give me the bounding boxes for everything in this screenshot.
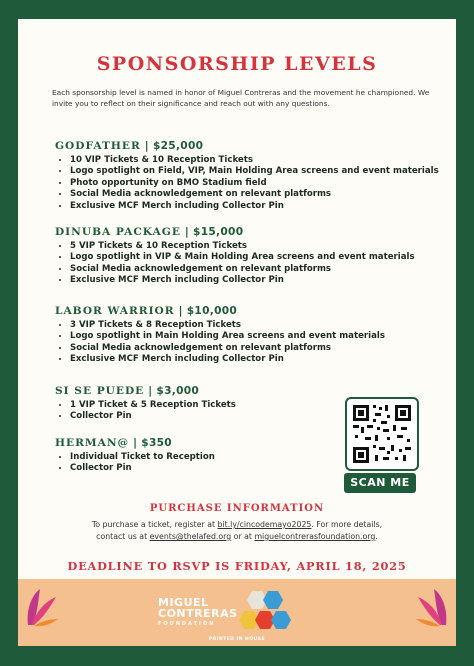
footer-band	[18, 579, 456, 646]
level-name: SI SE PUEDE	[55, 385, 145, 397]
level-price: $350	[141, 437, 172, 449]
level-heading: LABOR WARRIOR | $10,000	[55, 305, 238, 317]
benefit-item: • Exclusive MCF Merch including Collector Pin	[70, 354, 385, 365]
level-heading: DINUBA PACKAGE | $15,000	[55, 226, 244, 238]
qr-code-icon	[347, 399, 417, 469]
intro-paragraph: Each sponsorship level is named in honor of Miguel Contreras and the movement he championed. We invite you to reflect on their significance and reach out with any questions.	[52, 88, 430, 108]
right-floral-icon	[414, 587, 450, 627]
benefit-list	[55, 241, 415, 287]
level-name: DINUBA PACKAGE	[55, 226, 181, 238]
benefit-item: • 10 VIP Tickets & 10 Reception Tickets	[70, 155, 439, 166]
foundation-logo-text	[158, 597, 238, 619]
qr-code[interactable]	[345, 397, 419, 471]
benefit-item: • Social Media acknowledgement on relevant platforms	[70, 189, 439, 200]
benefit-list	[55, 452, 215, 475]
benefit-item: • Photo opportunity on BMO Stadium field	[70, 178, 439, 189]
benefit-item: • Logo spotlight in Main Holding Area screens and event materials	[70, 331, 385, 342]
page-title: SPONSORSHIP LEVELS	[96, 53, 378, 75]
logo-subtitle: FOUNDATION	[158, 621, 216, 627]
level-price: $15,000	[193, 226, 244, 238]
purchase-text-part: or at	[231, 532, 255, 541]
logo-line: MIGUEL	[158, 596, 209, 609]
scan-me-button[interactable]: SCAN ME	[344, 473, 416, 493]
benefit-item: • Exclusive MCF Merch including Collector Pin	[70, 201, 439, 212]
benefit-item: • Logo spotlight on Field, VIP, Main Holding Area screens and event materials	[70, 166, 439, 177]
level-heading: SI SE PUEDE | $3,000	[55, 385, 200, 397]
level-heading: GODFATHER | $25,000	[55, 140, 204, 152]
benefit-list	[55, 320, 385, 366]
level-name: GODFATHER	[55, 140, 141, 152]
purchase-text-part: .	[375, 532, 378, 541]
printed-in-house-label: PRINTED IN HOUSE	[208, 637, 266, 642]
purchase-text-part: To purchase a ticket, register at	[91, 520, 218, 529]
left-floral-icon	[24, 587, 60, 627]
deadline-notice: DEADLINE TO RSVP IS FRIDAY, APRIL 18, 2025	[67, 559, 407, 573]
benefit-item: • Exclusive MCF Merch including Collector Pin	[70, 275, 415, 286]
benefit-item: • 1 VIP Ticket & 5 Reception Tickets	[70, 400, 236, 411]
level-heading: HERMAN@ | $350	[55, 437, 172, 449]
level-name: HERMAN@	[55, 437, 130, 449]
level-godfather	[55, 140, 439, 212]
level-price: $10,000	[186, 305, 238, 317]
level-herman	[55, 437, 215, 475]
level-price: $25,000	[152, 140, 204, 152]
benefit-item: • Logo spotlight in VIP & Main Holding Area screens and event materials	[70, 252, 415, 263]
logo-line: CONTRERAS	[158, 607, 238, 620]
register-link[interactable]: bit.ly/cincodemayo2025	[217, 520, 312, 529]
benefit-item: • 5 VIP Tickets & 10 Reception Tickets	[70, 241, 415, 252]
email-link[interactable]: events@thelafed.org	[149, 532, 232, 541]
benefit-item: • Individual Ticket to Reception	[70, 452, 215, 463]
flyer-sheet	[18, 19, 456, 646]
level-name: LABOR WARRIOR	[55, 305, 175, 317]
hexagon-logo-icon	[238, 589, 298, 633]
benefit-item: • Social Media acknowledgement on relevant platforms	[70, 264, 415, 275]
purchase-text	[78, 519, 396, 543]
level-dinuba-package	[55, 226, 415, 287]
benefit-item: • 3 VIP Tickets & 8 Reception Tickets	[70, 320, 385, 331]
level-si-se-puede	[55, 385, 236, 423]
benefit-list	[55, 155, 439, 212]
benefit-list	[55, 400, 236, 423]
level-price: $3,000	[156, 385, 200, 397]
benefit-item: • Collector Pin	[70, 411, 236, 422]
benefit-item: • Social Media acknowledgement on relevant platforms	[70, 343, 385, 354]
level-labor-warrior	[55, 305, 385, 366]
purchase-heading: PURCHASE INFORMATION	[149, 503, 325, 514]
purchase-text-part: . For more details, contact us at	[96, 520, 383, 541]
website-link[interactable]: miguelcontrerasfoundation.org	[254, 532, 376, 541]
benefit-item: • Collector Pin	[70, 463, 215, 474]
